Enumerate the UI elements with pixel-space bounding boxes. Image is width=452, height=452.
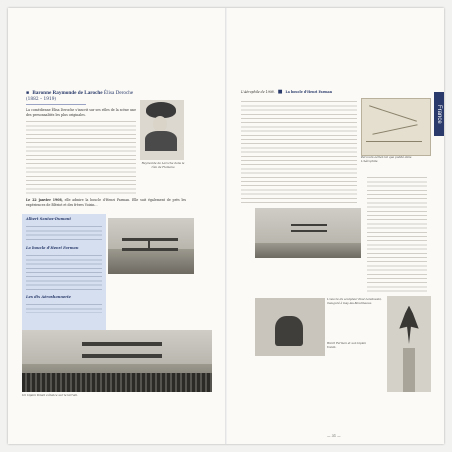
sky xyxy=(22,330,212,364)
wing-upper xyxy=(122,238,178,241)
farman-caption: Henri Farman et son biplan Voisin. xyxy=(327,341,367,349)
bio-header xyxy=(26,90,136,105)
highlight-rest: elle admire la boucle d'Henri Farman. Elle suit également de près les expériences de Blériot et des frères Voisin… xyxy=(26,198,187,207)
text-lines xyxy=(26,223,102,243)
book-spread xyxy=(8,8,444,444)
highlight-lead: Le 22 janvier 1908, xyxy=(26,198,63,202)
body-shape xyxy=(145,131,177,151)
map-route xyxy=(372,124,417,135)
right-page xyxy=(227,8,444,444)
crowd xyxy=(22,373,212,392)
text-lines xyxy=(241,98,357,206)
highlight-paragraph xyxy=(26,198,186,207)
body-text-lines xyxy=(26,118,136,196)
bottom-caption: Un biplan Voisin s'élance sur le terrain. xyxy=(22,393,79,397)
bio-aka: Élisa Deroche xyxy=(103,90,134,96)
monument-caption: L'œuvre du sculpteur Paul Landowski, inauguré à Issy-les-Moulineaux. xyxy=(327,297,382,305)
strut xyxy=(148,240,150,250)
ground xyxy=(108,249,194,274)
bio-name: Baronne Raymonde de Laroche xyxy=(32,90,103,96)
biplane-wing-lower xyxy=(291,230,327,232)
wing-lower xyxy=(122,248,178,251)
portrait-photo xyxy=(140,100,184,160)
biplane-wing xyxy=(82,342,162,346)
farman-photo xyxy=(255,298,325,356)
biplane-wing xyxy=(291,224,327,226)
map-route xyxy=(366,141,422,142)
flight-photo xyxy=(255,208,361,258)
blue-text-1 xyxy=(26,223,102,243)
pilot-figure xyxy=(275,316,303,346)
portrait-caption: Raymonde de Laroche dans le rôle de Fiamena xyxy=(141,161,185,169)
glider-photo xyxy=(108,218,194,274)
right-header xyxy=(241,90,361,95)
section-title: La boucle d'Henri Farman xyxy=(285,90,333,94)
text-lines xyxy=(367,174,427,294)
blue-text-3 xyxy=(26,301,102,313)
intro-paragraph xyxy=(26,108,136,117)
biplane-wing-lower xyxy=(82,354,162,358)
bullet-icon: ■ xyxy=(277,89,283,95)
monument-photo xyxy=(387,296,431,392)
blue-head: Albert Santos-Dumont xyxy=(26,217,72,221)
left-column-text xyxy=(26,108,136,196)
face-shape xyxy=(153,116,167,132)
eagle-sculpture xyxy=(399,306,418,344)
bullet-icon: ■ xyxy=(26,91,30,96)
right-column-text xyxy=(241,98,357,206)
text-lines xyxy=(26,252,102,292)
sky xyxy=(108,218,194,249)
left-page xyxy=(8,8,225,444)
text-lines xyxy=(26,301,102,313)
map-figure xyxy=(361,98,431,156)
divider xyxy=(26,104,86,105)
monument-base xyxy=(403,348,415,392)
bio-dates: (1882 – 1919) xyxy=(26,97,57,102)
blue-text-2 xyxy=(26,252,102,292)
blue-sub: La boucle d'Henri Farman xyxy=(26,246,79,250)
airfield-photo xyxy=(22,330,212,392)
text-lines xyxy=(26,118,136,196)
bio-title xyxy=(26,90,136,96)
kicker: L'Aérophile de 1908. xyxy=(241,90,275,94)
sidebar-text xyxy=(367,174,427,294)
blue-sidebar xyxy=(22,214,106,330)
blue-sub2: Les dix Aéroshonnerie xyxy=(26,295,71,299)
chapter-tab: France xyxy=(434,92,444,136)
map-route xyxy=(369,105,417,121)
page-number: — 31 — xyxy=(327,434,341,438)
intro-text: La comédienne Élisa Deroche s'inscrit sur ses rôles de la scène une des personnalités les plus originales. xyxy=(26,108,136,117)
map-caption: Parcours aérien tel que publié dans L'Aérophile. xyxy=(361,155,412,163)
ground xyxy=(255,243,361,258)
